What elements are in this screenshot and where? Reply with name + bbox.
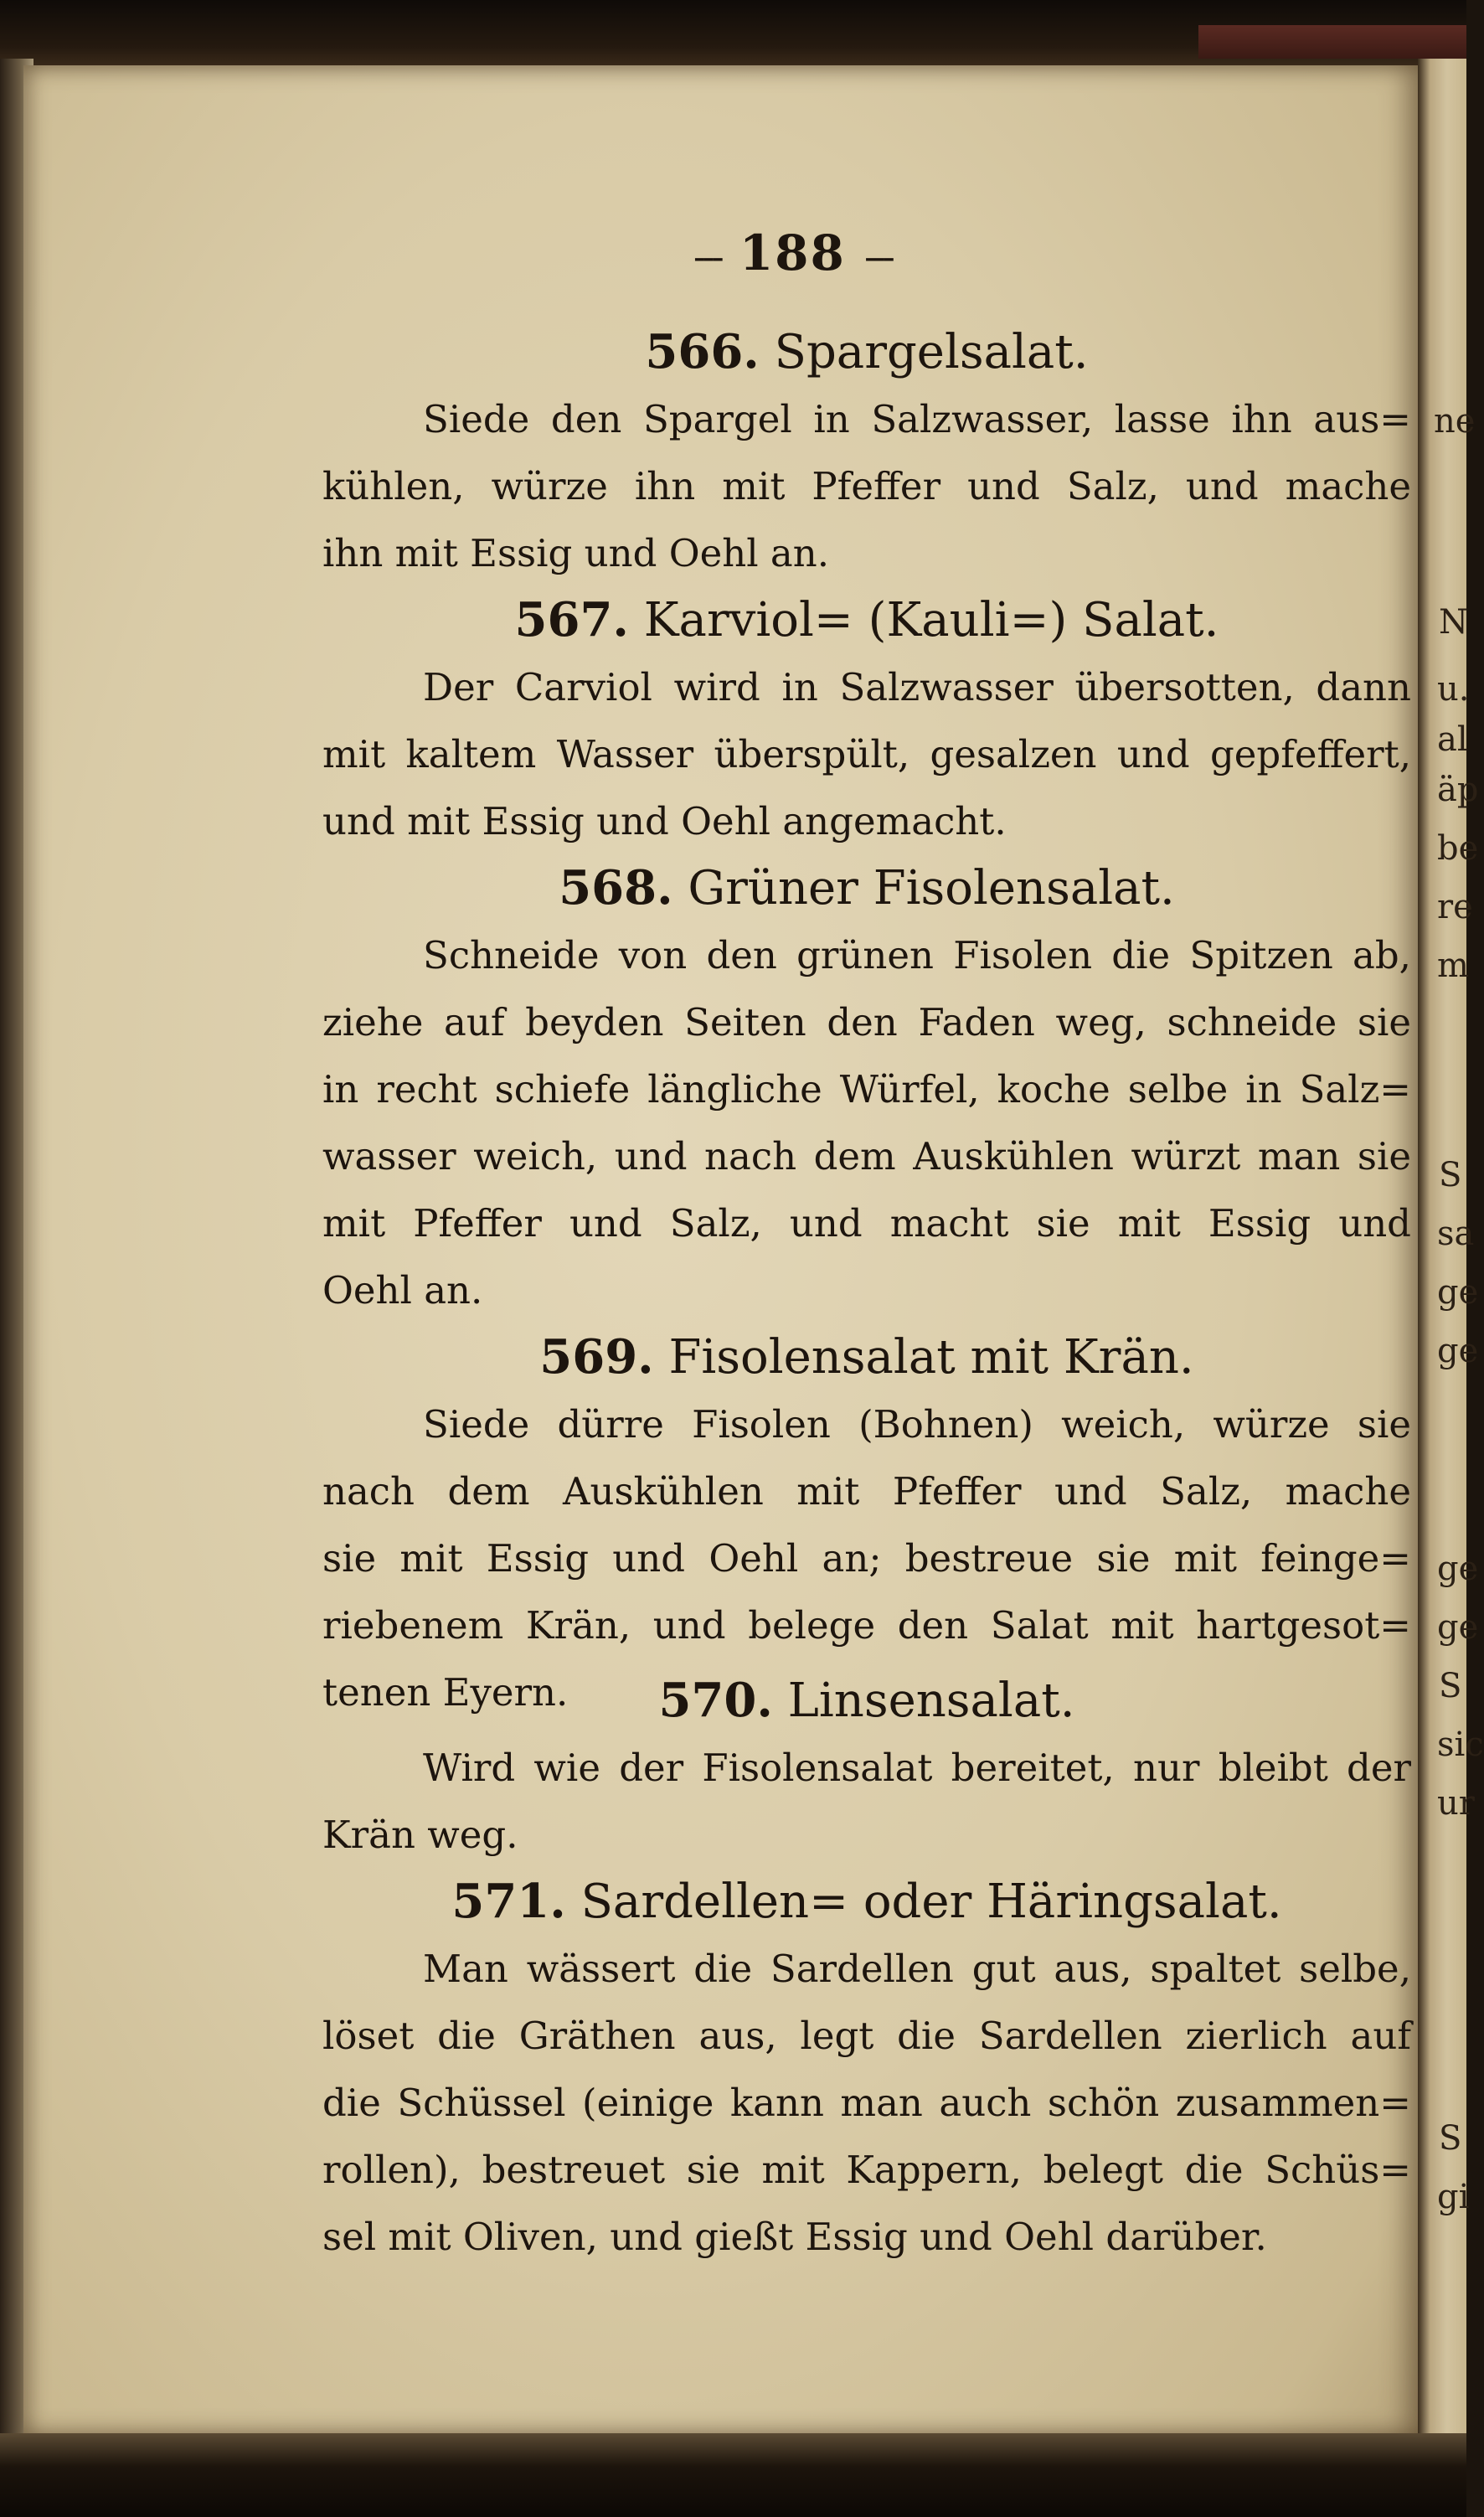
recipe-heading: [322, 586, 1411, 654]
recipe-entry: [322, 1667, 1411, 1869]
text-line: Siede dürre Fisolen (Bohnen) weich, würze sie: [423, 1402, 1411, 1447]
text-line: Schneide von den grünen Fisolen die Spitzen ab,: [423, 933, 1411, 977]
recipe-heading: [322, 1667, 1411, 1735]
text-line: Der Carviol wird in Salzwasser übersotten, dann: [423, 665, 1411, 709]
recipe-number: 570.: [658, 1673, 773, 1728]
recipe-entry: [322, 854, 1411, 1324]
text-line: kühlen, würze ihn mit Pfeffer und Salz, und mache: [322, 464, 1411, 508]
next-page-fragment: re: [1437, 888, 1473, 926]
recipe-title: Spargelsalat.: [774, 325, 1089, 379]
next-page-fragment: gi: [1437, 2178, 1470, 2216]
recipe-number: 569.: [539, 1329, 654, 1385]
recipe-entry: [322, 1868, 1411, 2271]
recipe-title: Fisolensalat mit Krän.: [668, 1330, 1194, 1385]
text-line: und mit Essig und Oehl angemacht.: [322, 799, 1007, 843]
recipe-number: 571.: [451, 1874, 566, 1929]
text-line: riebenem Krän, und belege den Salat mit hartgesot=: [322, 1603, 1411, 1648]
text-line: wasser weich, und nach dem Auskühlen würzt man sie: [322, 1134, 1411, 1179]
next-page-fragment: be: [1437, 829, 1479, 868]
recipe-title: Grüner Fisolensalat.: [688, 861, 1175, 916]
recipe-body: [322, 386, 1411, 587]
page-number-ornament-left: ---: [693, 235, 721, 279]
next-page-fragment: S: [1439, 2119, 1462, 2158]
next-page-fragment: u.: [1437, 670, 1470, 709]
next-page-fragment: ge: [1437, 1273, 1479, 1312]
recipe-body: [322, 654, 1411, 855]
next-page-fragment: S: [1439, 1667, 1462, 1705]
next-page-fragment: N: [1439, 603, 1468, 642]
recipe-entry: [322, 1323, 1411, 1726]
text-line: Wird wie der Fisolensalat bereitet, nur bleibt der: [423, 1746, 1411, 1790]
next-page-fragment: S: [1439, 1156, 1462, 1194]
recipe-heading: [322, 1868, 1411, 1936]
next-page-fragment: ne: [1434, 402, 1476, 441]
text-line: sie mit Essig und Oehl an; bestreue sie mit feinge=: [322, 1536, 1411, 1581]
text-line: Siede den Spargel in Salzwasser, lasse ihn aus=: [423, 397, 1411, 441]
recipe-number: 567.: [514, 592, 629, 647]
book-bottom-edge: [0, 2433, 1466, 2517]
recipe-heading: [322, 1323, 1411, 1391]
next-page-fragment: ge: [1437, 1550, 1479, 1588]
next-page-fragment: äp: [1437, 771, 1479, 809]
recipe-body: [322, 1735, 1411, 1869]
recipe-title: Linsensalat.: [787, 1674, 1075, 1728]
text-line: mit kaltem Wasser überspült, gesalzen und gepfeffert,: [322, 732, 1411, 776]
recipe-number: 568.: [559, 860, 673, 916]
text-line: nach dem Auskühlen mit Pfeffer und Salz, mache: [322, 1469, 1411, 1514]
recipe-number: 566.: [645, 324, 760, 379]
next-page-fragment: al: [1437, 720, 1468, 759]
recipe-title: Sardellen= oder Häringsalat.: [580, 1875, 1282, 1929]
next-page-fragment: sa: [1437, 1215, 1475, 1253]
recipe-body: [322, 922, 1411, 1324]
text-line: rollen), bestreuet sie mit Kappern, belegt die Schüs=: [322, 2148, 1411, 2192]
text-line: in recht schiefe längliche Würfel, koche selbe in Salz=: [322, 1067, 1411, 1112]
next-page-fragment: sic: [1437, 1725, 1484, 1764]
text-line: ihn mit Essig und Oehl an.: [322, 531, 830, 575]
recipe-heading: [322, 854, 1411, 922]
text-line: Man wässert die Sardellen gut aus, spaltet selbe,: [423, 1947, 1411, 1991]
text-line: mit Pfeffer und Salz, und macht sie mit Essig und: [322, 1201, 1411, 1246]
text-line: tenen Eyern.: [322, 1670, 569, 1715]
recipe-heading: [322, 318, 1411, 386]
text-line: ziehe auf beyden Seiten den Faden weg, schneide sie: [322, 1000, 1411, 1044]
next-page-fragment: ur: [1437, 1784, 1475, 1823]
text-line: die Schüssel (einige kann man auch schön zusammen=: [322, 2081, 1411, 2125]
text-line: Krän weg.: [322, 1813, 518, 1857]
page-number-ornament-right: ---: [864, 235, 892, 279]
recipe-entry: [322, 318, 1411, 587]
recipe-entry: [322, 586, 1411, 855]
next-page-fragment: m: [1437, 946, 1469, 985]
text-line: löset die Gräthen aus, legt die Sardellen zierlich auf: [322, 2014, 1411, 2058]
text-line: sel mit Oliven, und gießt Essig und Oehl darüber.: [322, 2215, 1267, 2259]
text-line: Oehl an.: [322, 1268, 483, 1313]
page-number-header: [693, 224, 1045, 281]
next-page-fragment: ge: [1437, 1332, 1479, 1370]
page-number: 188: [739, 224, 846, 281]
recipe-body: [322, 1936, 1411, 2271]
next-page-fragment: ge: [1437, 1608, 1479, 1647]
recipe-title: Karviol= (Kauli=) Salat.: [643, 593, 1219, 647]
cover-stripe: [1198, 25, 1466, 59]
book-top-edge: [0, 0, 1466, 67]
